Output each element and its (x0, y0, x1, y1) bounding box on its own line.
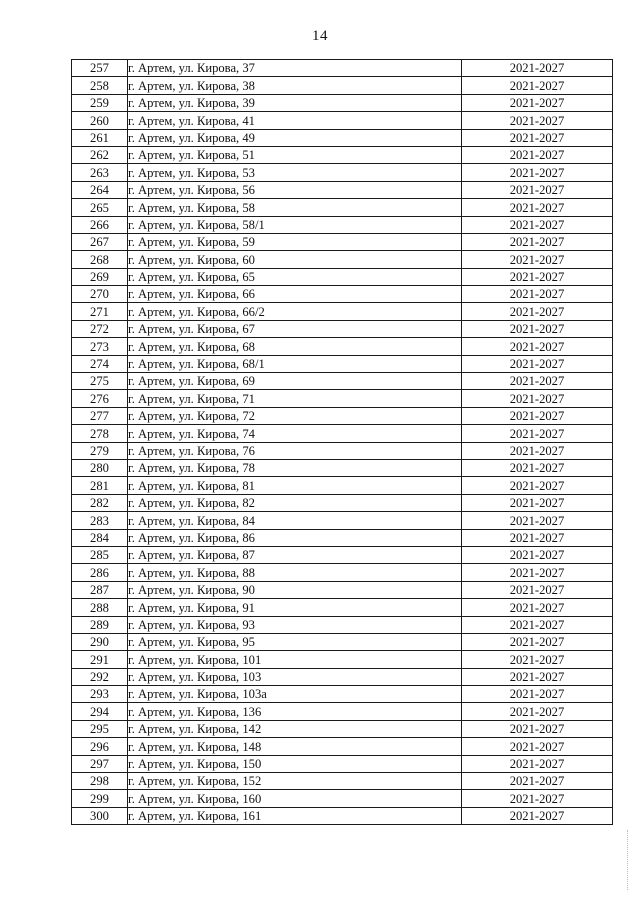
table-row (72, 633, 613, 650)
row-number-cell: 259 (72, 94, 128, 111)
address-cell: г. Артем, ул. Кирова, 76 (128, 442, 462, 459)
table-row (72, 407, 613, 424)
address-cell: г. Артем, ул. Кирова, 56 (128, 181, 462, 198)
address-cell: г. Артем, ул. Кирова, 66/2 (128, 303, 462, 320)
address-cell: г. Артем, ул. Кирова, 93 (128, 616, 462, 633)
address-cell: г. Артем, ул. Кирова, 51 (128, 146, 462, 163)
period-cell: 2021-2027 (462, 581, 613, 598)
period-cell: 2021-2027 (462, 216, 613, 233)
table-row (72, 564, 613, 581)
table-row (72, 425, 613, 442)
address-cell: г. Артем, ул. Кирова, 49 (128, 129, 462, 146)
table-row (72, 790, 613, 807)
table-row (72, 390, 613, 407)
table-row (72, 199, 613, 216)
address-cell: г. Артем, ул. Кирова, 53 (128, 164, 462, 181)
address-cell: г. Артем, ул. Кирова, 72 (128, 407, 462, 424)
period-cell: 2021-2027 (462, 616, 613, 633)
address-cell: г. Артем, ул. Кирова, 82 (128, 494, 462, 511)
table-row (72, 738, 613, 755)
table-row (72, 60, 613, 77)
row-number-cell: 298 (72, 773, 128, 790)
table-row (72, 459, 613, 476)
period-cell: 2021-2027 (462, 129, 613, 146)
address-cell: г. Артем, ул. Кирова, 91 (128, 599, 462, 616)
period-cell: 2021-2027 (462, 668, 613, 685)
row-number-cell: 299 (72, 790, 128, 807)
address-cell: г. Артем, ул. Кирова, 103 (128, 668, 462, 685)
row-number-cell: 274 (72, 355, 128, 372)
period-cell: 2021-2027 (462, 494, 613, 511)
period-cell: 2021-2027 (462, 286, 613, 303)
period-cell: 2021-2027 (462, 303, 613, 320)
address-cell: г. Артем, ул. Кирова, 95 (128, 633, 462, 650)
table-row (72, 216, 613, 233)
row-number-cell: 294 (72, 703, 128, 720)
address-cell: г. Артем, ул. Кирова, 59 (128, 233, 462, 250)
row-number-cell: 296 (72, 738, 128, 755)
row-number-cell: 293 (72, 686, 128, 703)
table-row (72, 112, 613, 129)
address-cell: г. Артем, ул. Кирова, 88 (128, 564, 462, 581)
period-cell: 2021-2027 (462, 703, 613, 720)
period-cell: 2021-2027 (462, 373, 613, 390)
address-cell: г. Артем, ул. Кирова, 136 (128, 703, 462, 720)
period-cell: 2021-2027 (462, 164, 613, 181)
address-cell: г. Артем, ул. Кирова, 37 (128, 60, 462, 77)
table-row (72, 373, 613, 390)
row-number-cell: 290 (72, 633, 128, 650)
row-number-cell: 288 (72, 599, 128, 616)
period-cell: 2021-2027 (462, 94, 613, 111)
table-row (72, 599, 613, 616)
row-number-cell: 282 (72, 494, 128, 511)
address-cell: г. Артем, ул. Кирова, 161 (128, 807, 462, 824)
period-cell: 2021-2027 (462, 425, 613, 442)
row-number-cell: 261 (72, 129, 128, 146)
period-cell: 2021-2027 (462, 338, 613, 355)
address-cell: г. Артем, ул. Кирова, 69 (128, 373, 462, 390)
row-number-cell: 286 (72, 564, 128, 581)
period-cell: 2021-2027 (462, 320, 613, 337)
address-cell: г. Артем, ул. Кирова, 152 (128, 773, 462, 790)
period-cell: 2021-2027 (462, 738, 613, 755)
address-cell: г. Артем, ул. Кирова, 68/1 (128, 355, 462, 372)
address-cell: г. Артем, ул. Кирова, 90 (128, 581, 462, 598)
table-row (72, 529, 613, 546)
row-number-cell: 281 (72, 477, 128, 494)
table-row (72, 233, 613, 250)
row-number-cell: 292 (72, 668, 128, 685)
table-body (72, 60, 613, 825)
table-row (72, 581, 613, 598)
row-number-cell: 262 (72, 146, 128, 163)
row-number-cell: 269 (72, 268, 128, 285)
row-number-cell: 267 (72, 233, 128, 250)
row-number-cell: 285 (72, 546, 128, 563)
period-cell: 2021-2027 (462, 268, 613, 285)
table-row (72, 546, 613, 563)
period-cell: 2021-2027 (462, 599, 613, 616)
address-cell: г. Артем, ул. Кирова, 160 (128, 790, 462, 807)
row-number-cell: 260 (72, 112, 128, 129)
table-row (72, 320, 613, 337)
period-cell: 2021-2027 (462, 790, 613, 807)
address-cell: г. Артем, ул. Кирова, 39 (128, 94, 462, 111)
address-cell: г. Артем, ул. Кирова, 78 (128, 459, 462, 476)
table-row (72, 494, 613, 511)
address-cell: г. Артем, ул. Кирова, 150 (128, 755, 462, 772)
period-cell: 2021-2027 (462, 546, 613, 563)
table-row (72, 755, 613, 772)
address-cell: г. Артем, ул. Кирова, 74 (128, 425, 462, 442)
row-number-cell: 275 (72, 373, 128, 390)
period-cell: 2021-2027 (462, 407, 613, 424)
table-row (72, 286, 613, 303)
row-number-cell: 279 (72, 442, 128, 459)
row-number-cell: 297 (72, 755, 128, 772)
period-cell: 2021-2027 (462, 112, 613, 129)
period-cell: 2021-2027 (462, 512, 613, 529)
address-cell: г. Артем, ул. Кирова, 86 (128, 529, 462, 546)
address-cell: г. Артем, ул. Кирова, 103а (128, 686, 462, 703)
period-cell: 2021-2027 (462, 251, 613, 268)
table-row (72, 477, 613, 494)
period-cell: 2021-2027 (462, 477, 613, 494)
scan-edge-marks (627, 830, 630, 890)
row-number-cell: 300 (72, 807, 128, 824)
period-cell: 2021-2027 (462, 60, 613, 77)
table-row (72, 268, 613, 285)
period-cell: 2021-2027 (462, 355, 613, 372)
table-row (72, 251, 613, 268)
row-number-cell: 284 (72, 529, 128, 546)
table-row (72, 807, 613, 824)
address-cell: г. Артем, ул. Кирова, 58/1 (128, 216, 462, 233)
address-cell: г. Артем, ул. Кирова, 87 (128, 546, 462, 563)
row-number-cell: 287 (72, 581, 128, 598)
row-number-cell: 280 (72, 459, 128, 476)
address-cell: г. Артем, ул. Кирова, 84 (128, 512, 462, 529)
period-cell: 2021-2027 (462, 564, 613, 581)
table-row (72, 773, 613, 790)
table-row (72, 355, 613, 372)
table-row (72, 94, 613, 111)
table-row (72, 686, 613, 703)
table-row (72, 164, 613, 181)
row-number-cell: 278 (72, 425, 128, 442)
row-number-cell: 270 (72, 286, 128, 303)
period-cell: 2021-2027 (462, 651, 613, 668)
period-cell: 2021-2027 (462, 755, 613, 772)
address-cell: г. Артем, ул. Кирова, 67 (128, 320, 462, 337)
row-number-cell: 276 (72, 390, 128, 407)
row-number-cell: 283 (72, 512, 128, 529)
period-cell: 2021-2027 (462, 233, 613, 250)
period-cell: 2021-2027 (462, 633, 613, 650)
period-cell: 2021-2027 (462, 529, 613, 546)
address-cell: г. Артем, ул. Кирова, 38 (128, 77, 462, 94)
row-number-cell: 291 (72, 651, 128, 668)
row-number-cell: 277 (72, 407, 128, 424)
period-cell: 2021-2027 (462, 807, 613, 824)
address-table (71, 59, 613, 825)
period-cell: 2021-2027 (462, 773, 613, 790)
row-number-cell: 265 (72, 199, 128, 216)
table-row (72, 77, 613, 94)
period-cell: 2021-2027 (462, 459, 613, 476)
table-row (72, 703, 613, 720)
table-row (72, 146, 613, 163)
address-cell: г. Артем, ул. Кирова, 60 (128, 251, 462, 268)
table-row (72, 668, 613, 685)
address-cell: г. Артем, ул. Кирова, 58 (128, 199, 462, 216)
period-cell: 2021-2027 (462, 686, 613, 703)
table-row (72, 129, 613, 146)
row-number-cell: 289 (72, 616, 128, 633)
row-number-cell: 271 (72, 303, 128, 320)
table-row (72, 303, 613, 320)
row-number-cell: 264 (72, 181, 128, 198)
row-number-cell: 272 (72, 320, 128, 337)
period-cell: 2021-2027 (462, 181, 613, 198)
table-row (72, 651, 613, 668)
table-row (72, 442, 613, 459)
period-cell: 2021-2027 (462, 146, 613, 163)
row-number-cell: 273 (72, 338, 128, 355)
address-cell: г. Артем, ул. Кирова, 71 (128, 390, 462, 407)
period-cell: 2021-2027 (462, 199, 613, 216)
address-cell: г. Артем, ул. Кирова, 142 (128, 720, 462, 737)
table-row (72, 338, 613, 355)
period-cell: 2021-2027 (462, 77, 613, 94)
address-cell: г. Артем, ул. Кирова, 66 (128, 286, 462, 303)
address-cell: г. Артем, ул. Кирова, 68 (128, 338, 462, 355)
table-row (72, 512, 613, 529)
table-row (72, 616, 613, 633)
address-cell: г. Артем, ул. Кирова, 101 (128, 651, 462, 668)
row-number-cell: 257 (72, 60, 128, 77)
address-cell: г. Артем, ул. Кирова, 148 (128, 738, 462, 755)
period-cell: 2021-2027 (462, 720, 613, 737)
period-cell: 2021-2027 (462, 442, 613, 459)
page-number: 14 (312, 28, 328, 44)
table-row (72, 181, 613, 198)
address-cell: г. Артем, ул. Кирова, 41 (128, 112, 462, 129)
period-cell: 2021-2027 (462, 390, 613, 407)
row-number-cell: 295 (72, 720, 128, 737)
address-cell: г. Артем, ул. Кирова, 81 (128, 477, 462, 494)
table-row (72, 720, 613, 737)
address-cell: г. Артем, ул. Кирова, 65 (128, 268, 462, 285)
row-number-cell: 268 (72, 251, 128, 268)
row-number-cell: 266 (72, 216, 128, 233)
row-number-cell: 258 (72, 77, 128, 94)
row-number-cell: 263 (72, 164, 128, 181)
